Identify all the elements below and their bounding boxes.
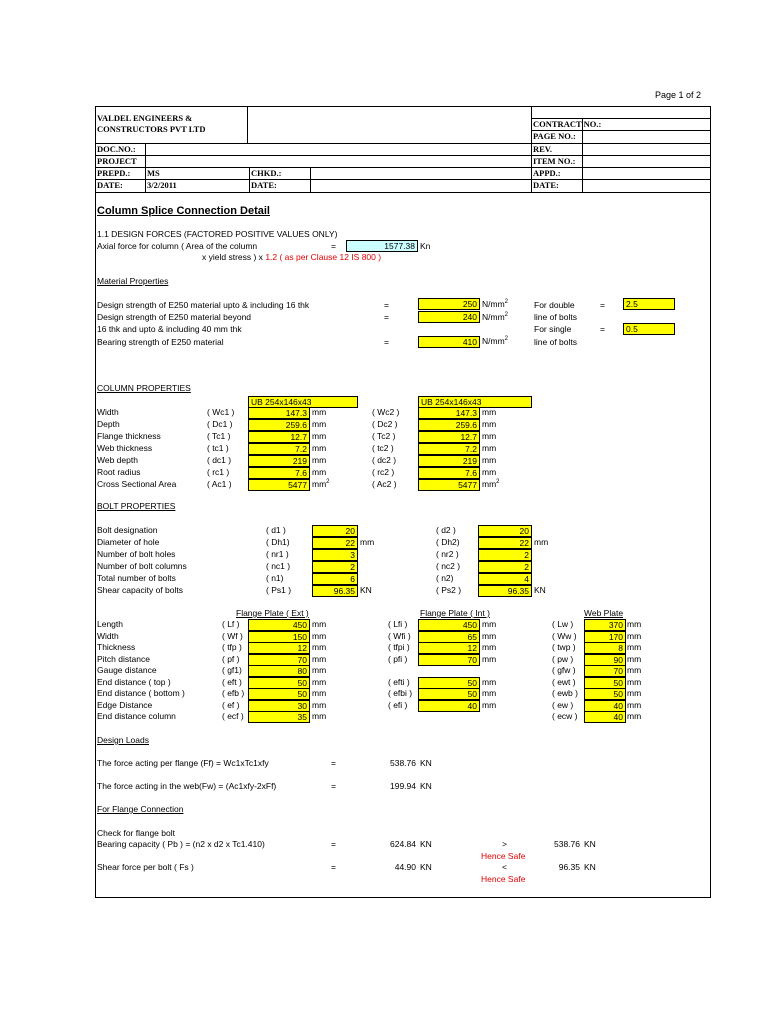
column1-unit: mm: [312, 407, 327, 417]
date-value: 3/2/2011: [147, 180, 177, 190]
flange-int-unit: mm: [482, 688, 497, 698]
material-row1-label: Design strength of E250 material upto & including 16 thk: [97, 300, 310, 310]
chkd-label: CHKD.:: [251, 168, 282, 178]
shear-op: <: [502, 862, 507, 872]
flange-ext-unit: mm: [312, 619, 327, 629]
prepd-label: PREPD.:: [97, 168, 131, 178]
bolt-row-label: Shear capacity of bolts: [97, 585, 183, 595]
plate-ext-sym: ( gf1): [222, 665, 242, 675]
plate-ext-sym: ( Wf ): [222, 630, 243, 641]
column2-section[interactable]: UB 254x146x43: [418, 396, 532, 408]
column1-unit: mm: [312, 431, 327, 441]
double-eq: =: [600, 300, 605, 310]
column2-value[interactable]: 259.6: [418, 419, 480, 431]
column1-value[interactable]: 5477: [248, 479, 310, 491]
flange-ext-value[interactable]: 30: [248, 700, 310, 712]
bolt2-value[interactable]: 20: [478, 525, 532, 537]
material-row3-label: 16 thk and upto & including 40 mm thk: [97, 324, 242, 334]
web-plate-value[interactable]: 170: [584, 631, 626, 643]
line-of-bolts-1: line of bolts: [534, 312, 577, 322]
plate-int-sym: ( Lfi ): [388, 619, 408, 629]
flange-ext-value[interactable]: 450: [248, 619, 310, 631]
bolt2-value[interactable]: 96.35: [478, 585, 532, 597]
single-value[interactable]: 0.5: [623, 323, 675, 335]
single-eq: =: [600, 324, 605, 334]
design-loads-heading: Design Loads: [97, 735, 149, 745]
axial-force-label: Axial force for column ( Area of the column: [97, 241, 258, 251]
column2-value[interactable]: 12.7: [418, 431, 480, 443]
column-row-label: Root radius: [97, 467, 141, 477]
flange-int-unit: mm: [482, 699, 497, 710]
plate-row-label: End distance ( bottom ): [97, 688, 185, 698]
flange-int-unit: mm: [482, 676, 497, 687]
plate-ext-sym: ( ef ): [222, 699, 240, 710]
column-row-label: Web thickness: [97, 443, 153, 453]
column2-value[interactable]: 147.3: [418, 407, 480, 419]
column2-unit: mm: [482, 431, 497, 441]
plate-row-label: Pitch distance: [97, 653, 150, 664]
page-label: Page 1 of 2: [655, 90, 702, 100]
plate-web-sym: ( ewt ): [552, 676, 576, 687]
fw-eq: =: [331, 781, 336, 791]
project-label: PROJECT: [97, 156, 137, 166]
plate-web-sym: ( Lw ): [552, 619, 574, 629]
column-row-label: Depth: [97, 419, 120, 429]
plate-ext-sym: ( ecf ): [222, 711, 244, 721]
flange-ext-unit: mm: [312, 699, 327, 710]
column1-value[interactable]: 7.6: [248, 467, 310, 479]
web-plate-value[interactable]: 50: [584, 688, 626, 700]
bolt-sym1: ( Dh1): [266, 537, 290, 547]
bolt-row-label: Number of bolt columns: [97, 561, 187, 571]
flange-ext-value[interactable]: 50: [248, 677, 310, 689]
prepd-value: MS: [147, 168, 160, 178]
bolt-sym2: ( n2): [436, 573, 454, 583]
web-plate-value[interactable]: 8: [584, 642, 626, 654]
flange-ext-value[interactable]: 12: [248, 642, 310, 654]
clause-reference: 1.2 ( as per Clause 12 IS 800 ): [265, 252, 382, 262]
column-sym1: ( Ac1 ): [207, 479, 232, 489]
bolt-row-label: Number of bolt holes: [97, 549, 176, 559]
column2-unit: mm: [482, 467, 497, 477]
design-forces-heading: 1.1 DESIGN FORCES (FACTORED POSITIVE VALUES ONLY): [97, 229, 338, 239]
flange-int-value[interactable]: 50: [418, 688, 480, 700]
bolt-row-label: Total number of bolts: [97, 573, 176, 583]
plate-int-sym: ( efti ): [388, 676, 410, 687]
column-row-label: Web depth: [97, 455, 138, 465]
bolt2-value[interactable]: 4: [478, 573, 532, 585]
flange-conn-heading: For Flange Connection: [97, 804, 184, 814]
web-plate-unit: mm: [627, 699, 642, 710]
plate-row-label: Edge Distance: [97, 699, 153, 710]
flange-ext-unit: mm: [312, 688, 327, 698]
flange-int-value[interactable]: 50: [418, 677, 480, 689]
web-plate-unit: mm: [627, 665, 642, 675]
page-title: Column Splice Connection Detail: [97, 205, 270, 217]
shear-unit: KN: [420, 862, 432, 872]
column1-value[interactable]: 147.3: [248, 407, 310, 419]
column1-unit: mm: [312, 467, 327, 477]
column-sym2: ( tc2 ): [372, 443, 394, 453]
flange-int-value[interactable]: 70: [418, 654, 480, 666]
plate-web-sym: ( ewb ): [552, 688, 578, 698]
bolt2-value[interactable]: 22: [478, 537, 532, 549]
bolt-sym1: ( n1): [266, 573, 284, 583]
bolt-sym2: ( nc2 ): [436, 561, 461, 571]
ff-unit: KN: [420, 758, 432, 768]
material-row4-label: Bearing strength of E250 material: [97, 337, 224, 347]
chkd-date-label: DATE:: [251, 180, 277, 190]
plate-web-sym: ( gfw ): [552, 665, 576, 675]
bearing-unit: KN: [420, 839, 432, 849]
web-plate-unit: mm: [627, 688, 642, 698]
web-plate-unit: mm: [627, 630, 642, 641]
material-heading: Material Properties: [97, 276, 169, 286]
flange-int-unit: mm: [482, 619, 497, 629]
flange-int-value[interactable]: 450: [418, 619, 480, 631]
column-row-label: Width: [97, 407, 119, 417]
plate-ext-sym: ( tfp ): [222, 642, 242, 652]
material-row4-value[interactable]: 410: [418, 336, 480, 348]
axial-unit: Kn: [420, 241, 431, 251]
axial-eq: =: [331, 241, 336, 251]
web-plate-unit: mm: [627, 676, 642, 687]
bearing-value: 624.84: [390, 839, 416, 849]
plate-ext-sym: ( efb ): [222, 688, 245, 698]
sheet-frame: [95, 106, 711, 898]
shear-label: Shear force per bolt ( Fs ): [97, 862, 194, 872]
bolt-sym2: ( d2 ): [436, 525, 456, 535]
plate-row-label: Width: [97, 630, 119, 641]
bolt2-value[interactable]: 2: [478, 549, 532, 561]
date-label: DATE:: [97, 180, 123, 190]
column-sym2: ( Wc2 ): [372, 407, 400, 417]
web-plate-value[interactable]: 50: [584, 677, 626, 689]
plate-row-label: Thickness: [97, 642, 136, 652]
material-row2-value[interactable]: 240: [418, 311, 480, 323]
column1-unit: mm: [312, 455, 327, 465]
web-plate-unit: mm: [627, 619, 642, 629]
bolt1-value[interactable]: 3: [312, 549, 358, 561]
plate-row-label: Gauge distance: [97, 665, 157, 675]
web-plate-value[interactable]: 40: [584, 700, 626, 712]
bolt2-unit: KN: [534, 585, 546, 595]
column2-unit: mm: [482, 455, 497, 465]
line-of-bolts-2: line of bolts: [534, 337, 577, 347]
bolt1-value[interactable]: 20: [312, 525, 358, 537]
column2-value[interactable]: 5477: [418, 479, 480, 491]
web-plate-unit: mm: [627, 653, 642, 664]
bolt1-value[interactable]: 96.35: [312, 585, 358, 597]
flange-ext-value[interactable]: 150: [248, 631, 310, 643]
flange-ext-unit: mm: [312, 676, 327, 687]
column-sym1: ( dc1 ): [207, 455, 232, 465]
flange-int-unit: mm: [482, 653, 497, 664]
bolt1-unit: KN: [360, 585, 372, 595]
column1-unit: $mm^2$: [312, 479, 330, 489]
column-sym2: ( dc2 ): [372, 455, 397, 465]
column1-value[interactable]: 259.6: [248, 419, 310, 431]
web-plate-value[interactable]: 70: [584, 665, 626, 677]
bolt1-value[interactable]: 22: [312, 537, 358, 549]
page-no-label: PAGE NO.:: [533, 131, 576, 141]
axial-force-value[interactable]: 1577.38: [346, 240, 418, 252]
fw-value: 199.94: [390, 781, 416, 791]
material-row2-eq: =: [384, 312, 389, 322]
fw-unit: KN: [420, 781, 432, 791]
item-no-label: ITEM NO.:: [533, 156, 576, 166]
plate-int-sym: ( efi ): [388, 699, 408, 710]
double-value[interactable]: 2.5: [623, 298, 675, 310]
bearing-compare: 538.76: [554, 839, 580, 849]
bolt1-unit: mm: [360, 537, 375, 547]
bolt2-value[interactable]: 2: [478, 561, 532, 573]
ff-eq: =: [331, 758, 336, 768]
rev-label: REV.: [533, 144, 552, 154]
column-sym1: ( rc1 ): [207, 467, 230, 477]
bearing-compare-unit: KN: [584, 839, 596, 849]
material-row1-eq: =: [384, 300, 389, 310]
bearing-op: >: [502, 839, 507, 849]
bolt-sym1: ( nc1 ): [266, 561, 291, 571]
material-row2-label: Design strength of E250 material beyond: [97, 312, 252, 322]
column2-value[interactable]: 219: [418, 455, 480, 467]
ff-value: 538.76: [390, 758, 416, 768]
flange-ext-heading: Flange Plate ( Ext ): [236, 608, 309, 618]
material-row1-unit: $N/mm^2$: [482, 299, 509, 309]
plate-ext-sym: ( eft ): [222, 676, 242, 687]
column-row-label: Flange thickness: [97, 431, 161, 441]
column2-unit: mm: [482, 407, 497, 417]
flange-int-value[interactable]: 65: [418, 631, 480, 643]
web-plate-value[interactable]: 40: [584, 711, 626, 723]
plate-row-label: Length: [97, 619, 123, 629]
column-sym2: ( Tc2 ): [372, 431, 396, 441]
material-row1-value[interactable]: 250: [418, 298, 480, 310]
plate-int-sym: ( Wfi ): [388, 630, 411, 641]
plate-web-sym: ( ecw ): [552, 711, 578, 721]
column-sym2: ( Ac2 ): [372, 479, 397, 489]
bearing-safe: Hence Safe: [481, 851, 526, 861]
shear-compare-unit: KN: [584, 862, 596, 872]
plate-int-sym: ( tfpi ): [388, 642, 410, 652]
flange-ext-value[interactable]: 70: [248, 654, 310, 666]
flange-ext-value[interactable]: 50: [248, 688, 310, 700]
bolt1-value[interactable]: 6: [312, 573, 358, 585]
web-plate-heading: Web Plate: [584, 608, 624, 618]
column-sym2: ( Dc2 ): [372, 419, 398, 429]
doc-no-label: DOC.NO.:: [97, 144, 136, 154]
column1-section[interactable]: UB 254x146x43: [248, 396, 358, 408]
web-plate-value[interactable]: 90: [584, 654, 626, 666]
shear-eq: =: [331, 862, 336, 872]
appd-label: APPD.:: [533, 168, 561, 178]
fw-label: The force acting in the web(Fw) = (Ac1xfy-2xFf): [97, 781, 277, 791]
bolt-sym1: ( Ps1 ): [266, 585, 292, 595]
column2-value[interactable]: 7.2: [418, 443, 480, 455]
bolt1-value[interactable]: 2: [312, 561, 358, 573]
single-label: For single: [534, 324, 572, 334]
flange-int-unit: mm: [482, 642, 497, 652]
axial-line2: x yield stress ) x 1.2 ( as per Clause 12 IS 800 ): [202, 252, 382, 262]
bolt-row-label: Bolt designation: [97, 525, 158, 535]
column2-unit: mm: [482, 443, 497, 453]
flange-ext-value[interactable]: 80: [248, 665, 310, 677]
column2-unit: $mm^2$: [482, 479, 500, 489]
flange-int-heading: Flange Plate ( Int ): [420, 608, 490, 618]
plate-web-sym: ( Ww ): [552, 630, 577, 641]
bolt-sym2: ( Dh2): [436, 537, 460, 547]
column1-value[interactable]: 7.2: [248, 443, 310, 455]
column1-unit: mm: [312, 443, 327, 453]
company-name-line1: VALDEL ENGINEERS &: [97, 113, 193, 123]
material-row2-unit: $N/mm^2$: [482, 312, 509, 322]
flange-ext-unit: mm: [312, 711, 327, 721]
flange-ext-unit: mm: [312, 653, 327, 664]
column1-value[interactable]: 219: [248, 455, 310, 467]
bolt-sym2: ( Ps2 ): [436, 585, 462, 595]
material-row4-unit: $N/mm^2$: [482, 336, 509, 346]
column-sym1: ( Dc1 ): [207, 419, 233, 429]
plate-int-sym: ( efbi ): [388, 688, 413, 698]
bolt-sym2: ( nr2 ): [436, 549, 459, 559]
plate-web-sym: ( ew ): [552, 699, 574, 710]
check-flange-bolt: Check for flange bolt: [97, 828, 175, 838]
flange-int-value[interactable]: 12: [418, 642, 480, 654]
bearing-label: Bearing capacity ( Pb ) = (n2 x d2 x Tc1.410): [97, 839, 265, 849]
shear-safe: Hence Safe: [481, 874, 526, 884]
plate-web-sym: ( pw ): [552, 653, 574, 664]
column-sym2: ( rc2 ): [372, 467, 395, 477]
column-sym1: ( Wc1 ): [207, 407, 235, 417]
bolt-row-label: Diameter of hole: [97, 537, 160, 547]
column1-value[interactable]: 12.7: [248, 431, 310, 443]
column2-unit: mm: [482, 419, 497, 429]
contract-label: CONTRACT NO.:: [533, 119, 602, 129]
plate-web-sym: ( twp ): [552, 642, 576, 652]
plate-row-label: End distance column: [97, 711, 176, 721]
flange-ext-value[interactable]: 35: [248, 711, 310, 723]
shear-compare: 96.35: [558, 862, 580, 872]
bolt2-unit: mm: [534, 537, 549, 547]
column-sym1: ( tc1 ): [207, 443, 229, 453]
web-plate-unit: mm: [627, 642, 642, 652]
plate-row-label: End distance ( top ): [97, 676, 171, 687]
plate-int-sym: ( pfi ): [388, 653, 408, 664]
plate-ext-sym: ( Lf ): [222, 619, 240, 629]
appd-date-label: DATE:: [533, 180, 559, 190]
web-plate-unit: mm: [627, 711, 642, 721]
material-row4-eq: =: [384, 337, 389, 347]
bolt-heading: BOLT PROPERTIES: [97, 501, 176, 511]
shear-value: 44.90: [394, 862, 416, 872]
flange-ext-unit: mm: [312, 642, 327, 652]
web-plate-value[interactable]: 370: [584, 619, 626, 631]
flange-ext-unit: mm: [312, 665, 327, 675]
column-row-label: Cross Sectional Area: [97, 479, 177, 489]
column-heading: COLUMN PROPERTIES: [97, 383, 191, 393]
bearing-eq: =: [331, 839, 336, 849]
company-name-line2: CONSTRUCTORS PVT LTD: [97, 124, 206, 134]
column1-unit: mm: [312, 419, 327, 429]
flange-int-unit: mm: [482, 630, 497, 641]
double-label: For double: [534, 300, 575, 310]
ff-label: The force acting per flange (Ff) = Wc1xTc1xfy: [97, 758, 269, 768]
flange-int-value[interactable]: 40: [418, 700, 480, 712]
bolt-sym1: ( nr1 ): [266, 549, 289, 559]
flange-ext-unit: mm: [312, 630, 327, 641]
plate-ext-sym: ( pf ): [222, 653, 240, 664]
bolt-sym1: ( d1 ): [266, 525, 286, 535]
column-sym1: ( Tc1 ): [207, 431, 231, 441]
column2-value[interactable]: 7.6: [418, 467, 480, 479]
